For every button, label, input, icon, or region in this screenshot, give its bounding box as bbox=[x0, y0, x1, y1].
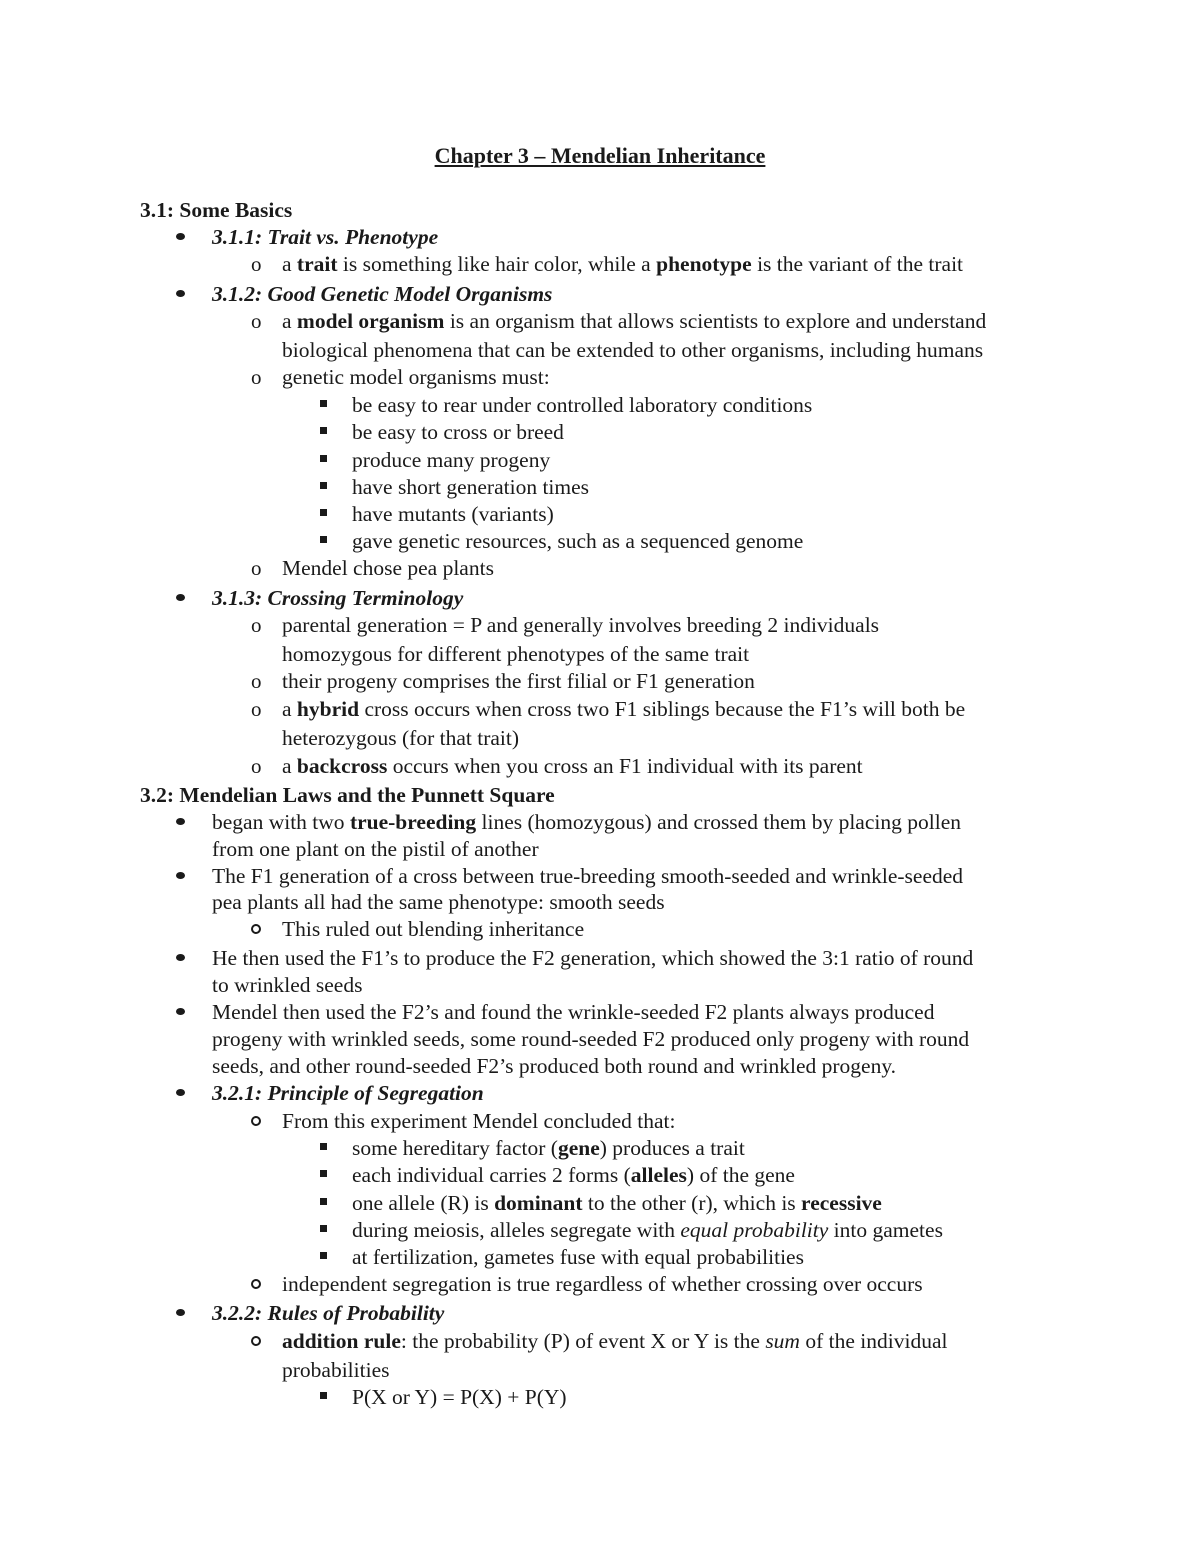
subsection-heading-3-2-2: 3.2.2: Rules of Probability bbox=[212, 1301, 445, 1325]
circle-bullet-icon: o bbox=[251, 754, 262, 778]
circle-bullet-icon: o bbox=[251, 697, 262, 721]
list-item-continuation: seeds, and other round-seeded F2’s produced both round and wrinkled progeny. bbox=[212, 1054, 897, 1078]
list-item-continuation: pea plants all had the same phenotype: smooth seeds bbox=[212, 890, 665, 914]
list-item: have short generation times bbox=[352, 475, 590, 499]
list-item-continuation: from one plant on the pistil of another bbox=[212, 837, 539, 861]
square-bullet-icon bbox=[320, 427, 327, 434]
square-bullet-icon bbox=[320, 536, 327, 543]
list-item: began with two true-breeding lines (homozygous) and crossed them by placing pollen bbox=[212, 810, 961, 834]
circle-bullet-icon: o bbox=[251, 613, 262, 637]
circle-bullet-icon bbox=[251, 1336, 261, 1346]
formula: P(X or Y) = P(X) + P(Y) bbox=[352, 1385, 567, 1409]
square-bullet-icon bbox=[320, 1225, 327, 1232]
list-item-continuation: to wrinkled seeds bbox=[212, 973, 363, 997]
circle-bullet-icon bbox=[251, 1116, 261, 1126]
circle-bullet-icon bbox=[251, 1279, 261, 1289]
list-item: Mendel then used the F2’s and found the wrinkle-seeded F2 plants always produced bbox=[212, 1000, 935, 1024]
list-item: independent segregation is true regardless of whether crossing over occurs bbox=[282, 1272, 923, 1296]
square-bullet-icon bbox=[320, 482, 327, 489]
square-bullet-icon bbox=[320, 1170, 327, 1177]
list-item: parental generation = P and generally involves breeding 2 individuals bbox=[282, 613, 880, 637]
bullet-dot-icon bbox=[176, 954, 185, 961]
list-item: each individual carries 2 forms (alleles) of the gene bbox=[352, 1163, 795, 1187]
list-item: This ruled out blending inheritance bbox=[282, 917, 585, 941]
list-item: addition rule: the probability (P) of event X or Y is the sum of the individual bbox=[282, 1329, 948, 1353]
bullet-dot-icon bbox=[176, 1309, 185, 1316]
bullet-dot-icon bbox=[176, 818, 185, 825]
list-item: He then used the F1’s to produce the F2 generation, which showed the 3:1 ratio of round bbox=[212, 946, 974, 970]
section-heading-3-1: 3.1: Some Basics bbox=[140, 198, 293, 222]
list-item-continuation: progeny with wrinkled seeds, some round-seeded F2 produced only progeny with round bbox=[212, 1027, 970, 1051]
list-item: a backcross occurs when you cross an F1 individual with its parent bbox=[282, 754, 863, 778]
list-item: From this experiment Mendel concluded that: bbox=[282, 1109, 676, 1133]
page-title: Chapter 3 – Mendelian Inheritance bbox=[434, 143, 766, 168]
list-item: gave genetic resources, such as a sequenced genome bbox=[352, 529, 804, 553]
circle-bullet-icon: o bbox=[251, 365, 262, 389]
circle-bullet-icon: o bbox=[251, 556, 262, 580]
list-item: be easy to rear under controlled laboratory conditions bbox=[352, 393, 813, 417]
square-bullet-icon bbox=[320, 1392, 327, 1399]
bullet-dot-icon bbox=[176, 1089, 185, 1096]
bullet-dot-icon bbox=[176, 594, 185, 601]
circle-bullet-icon: o bbox=[251, 669, 262, 693]
list-item-continuation: heterozygous (for that trait) bbox=[282, 726, 520, 750]
subsection-heading-3-2-1: 3.2.1: Principle of Segregation bbox=[212, 1081, 484, 1105]
list-item: one allele (R) is dominant to the other (r), which is recessive bbox=[352, 1191, 882, 1215]
circle-bullet-icon: o bbox=[251, 252, 262, 276]
list-item: produce many progeny bbox=[352, 448, 551, 472]
list-item-continuation: biological phenomena that can be extended to other organisms, including humans bbox=[282, 338, 984, 362]
subsection-heading-3-1-2: 3.1.2: Good Genetic Model Organisms bbox=[212, 282, 553, 306]
square-bullet-icon bbox=[320, 1198, 327, 1205]
subsection-heading-3-1-1: 3.1.1: Trait vs. Phenotype bbox=[212, 225, 439, 249]
list-item: a hybrid cross occurs when cross two F1 siblings because the F1’s will both be bbox=[282, 697, 966, 721]
list-item: during meiosis, alleles segregate with equal probability into gametes bbox=[352, 1218, 943, 1242]
list-item: be easy to cross or breed bbox=[352, 420, 564, 444]
list-item-continuation: homozygous for different phenotypes of the same trait bbox=[282, 642, 750, 666]
circle-bullet-icon: o bbox=[251, 309, 262, 333]
square-bullet-icon bbox=[320, 1143, 327, 1150]
list-item: a trait is something like hair color, while a phenotype is the variant of the trait bbox=[282, 252, 964, 276]
square-bullet-icon bbox=[320, 509, 327, 516]
bullet-dot-icon bbox=[176, 233, 185, 240]
list-item: genetic model organisms must: bbox=[282, 365, 550, 389]
list-item: have mutants (variants) bbox=[352, 502, 554, 526]
list-item: at fertilization, gametes fuse with equal probabilities bbox=[352, 1245, 804, 1269]
bullet-dot-icon bbox=[176, 1008, 185, 1015]
section-heading-3-2: 3.2: Mendelian Laws and the Punnett Square bbox=[140, 783, 555, 807]
bullet-dot-icon bbox=[176, 290, 185, 297]
square-bullet-icon bbox=[320, 1252, 327, 1259]
list-item: their progeny comprises the first filial or F1 generation bbox=[282, 669, 755, 693]
list-item: The F1 generation of a cross between true-breeding smooth-seeded and wrinkle-seeded bbox=[212, 864, 964, 888]
list-item: a model organism is an organism that allows scientists to explore and understand bbox=[282, 309, 987, 333]
subsection-heading-3-1-3: 3.1.3: Crossing Terminology bbox=[212, 586, 464, 610]
list-item-continuation: probabilities bbox=[282, 1358, 390, 1382]
square-bullet-icon bbox=[320, 455, 327, 462]
list-item: some hereditary factor (gene) produces a trait bbox=[352, 1136, 745, 1160]
circle-bullet-icon bbox=[251, 924, 261, 934]
list-item: Mendel chose pea plants bbox=[282, 556, 494, 580]
square-bullet-icon bbox=[320, 400, 327, 407]
bullet-dot-icon bbox=[176, 872, 185, 879]
